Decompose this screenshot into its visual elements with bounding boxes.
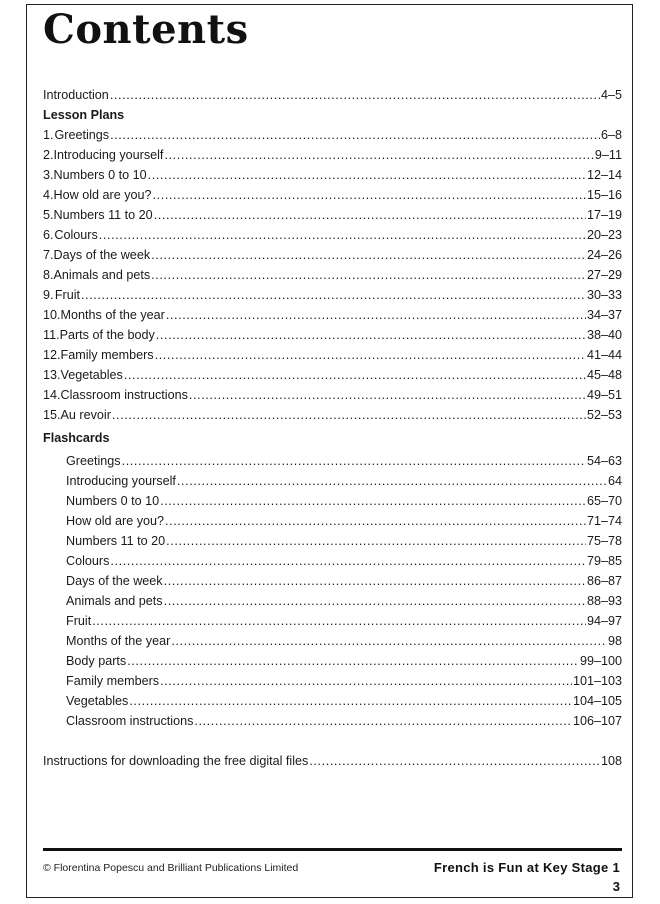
toc-entry-pages: 64 xyxy=(607,474,622,488)
dot-leader xyxy=(160,491,586,511)
toc-entry-pages: 20–23 xyxy=(586,228,622,242)
toc-entry[interactable] xyxy=(43,125,622,145)
toc-entry-number: 5. xyxy=(43,208,54,222)
dot-leader xyxy=(177,471,607,491)
copyright-notice: © Florentina Popescu and Brilliant Publications Limited xyxy=(43,862,299,874)
toc-entry-pages: 4–5 xyxy=(600,88,622,102)
toc-entry-label: Days of the week xyxy=(66,574,163,588)
toc-entry-label: Family members xyxy=(66,674,160,688)
toc-entry-label: Animals and pets xyxy=(53,268,151,282)
toc-entry-pages: 52–53 xyxy=(586,408,622,422)
toc-entry[interactable] xyxy=(43,691,622,711)
toc-entry-pages: 98 xyxy=(607,634,622,648)
toc-entry[interactable] xyxy=(43,385,622,405)
toc-entry-number: 7. xyxy=(43,248,54,262)
toc-entry-pages: 106–107 xyxy=(572,714,622,728)
toc-entry[interactable] xyxy=(43,571,622,591)
toc-entry-pages: 79–85 xyxy=(586,554,622,568)
dot-leader xyxy=(164,571,586,591)
dot-leader xyxy=(153,185,586,205)
toc-entry[interactable] xyxy=(43,511,622,531)
toc-entry[interactable] xyxy=(43,451,622,471)
toc-entry-label: Colours xyxy=(66,554,110,568)
toc-entry[interactable] xyxy=(43,185,622,205)
toc-entry-label: Animals and pets xyxy=(66,594,163,608)
toc-entry-number: 13. xyxy=(43,368,61,382)
toc-entry-label: Introducing yourself xyxy=(53,148,164,162)
toc-entry-pages: 94–97 xyxy=(586,614,622,628)
toc-entry-pages: 104–105 xyxy=(572,694,622,708)
toc-entry-number: 2. xyxy=(43,148,54,162)
toc-entry-pages: 71–74 xyxy=(586,514,622,528)
toc-entry-label: Vegetables xyxy=(66,694,129,708)
toc-entry-pages: 6–8 xyxy=(600,128,622,142)
toc-entry[interactable] xyxy=(43,591,622,611)
dot-leader xyxy=(151,265,586,285)
toc-entry[interactable] xyxy=(43,225,622,245)
dot-leader xyxy=(171,631,607,651)
toc-entry[interactable] xyxy=(43,305,622,325)
toc-entry-pages: 17–19 xyxy=(586,208,622,222)
toc-entry-number: 10. xyxy=(43,308,61,322)
toc-entry-label: Fruit xyxy=(54,288,80,302)
toc-entry-number: 3. xyxy=(43,168,54,182)
toc-entry-label: Numbers 11 to 20 xyxy=(66,534,166,548)
toc-entry-label: How old are you? xyxy=(66,514,165,528)
toc-entry-label: Numbers 11 to 20 xyxy=(53,208,153,222)
toc-entry-number: 11. xyxy=(43,328,60,342)
toc-entry-pages: 54–63 xyxy=(586,454,622,468)
toc-entry-number: 14. xyxy=(43,388,61,402)
section-heading-lesson-plans: Lesson Plans xyxy=(43,108,125,122)
toc-entry-label: Fruit xyxy=(66,614,92,628)
dot-leader xyxy=(129,691,572,711)
toc-entry-pages: 30–33 xyxy=(586,288,622,302)
footer-rule xyxy=(43,848,622,851)
toc-entry-pages: 24–26 xyxy=(586,248,622,262)
toc-entry-label: Body parts xyxy=(66,654,127,668)
toc-entry-number: 9. xyxy=(43,288,54,302)
book-title: French is Fun at Key Stage 1 xyxy=(433,860,620,875)
toc-entry-label: Classroom instructions xyxy=(60,388,188,402)
toc-entry[interactable] xyxy=(43,611,622,631)
toc-entry-pages: 75–78 xyxy=(586,534,622,548)
toc-entry[interactable] xyxy=(43,245,622,265)
toc-entry-pages: 12–14 xyxy=(586,168,622,182)
toc-entry[interactable] xyxy=(43,671,622,691)
toc-entry[interactable] xyxy=(43,325,622,345)
toc-entry-label: Au revoir xyxy=(60,408,111,422)
toc-entry-pages: 108 xyxy=(600,754,622,768)
dot-leader xyxy=(110,551,586,571)
toc-entry[interactable] xyxy=(43,365,622,385)
section-heading-flashcards: Flashcards xyxy=(43,431,110,445)
toc-entry-label: Months of the year xyxy=(60,308,165,322)
dot-leader xyxy=(92,611,586,631)
toc-entry-label: Parts of the body xyxy=(59,328,155,342)
dot-leader xyxy=(166,531,586,551)
toc-entry-pages: 65–70 xyxy=(586,494,622,508)
toc-entry[interactable] xyxy=(43,551,622,571)
toc-entry[interactable] xyxy=(43,711,622,731)
toc-entry-introduction[interactable] xyxy=(43,85,622,105)
toc-entry-pages: 34–37 xyxy=(586,308,622,322)
toc-entry-number: 4. xyxy=(43,188,54,202)
dot-leader xyxy=(151,245,586,265)
page-title: Contents xyxy=(43,6,249,53)
dot-leader xyxy=(155,345,586,365)
toc-entry-pages: 45–48 xyxy=(586,368,622,382)
dot-leader xyxy=(160,671,572,691)
toc-entry[interactable] xyxy=(43,205,622,225)
toc-entry-label: Greetings xyxy=(54,128,110,142)
toc-entry[interactable] xyxy=(43,265,622,285)
dot-leader xyxy=(309,751,600,771)
toc-entry-pages: 86–87 xyxy=(586,574,622,588)
lesson-plans-list xyxy=(43,125,622,425)
dot-leader xyxy=(154,205,586,225)
toc-entry-pages: 99–100 xyxy=(579,654,622,668)
dot-leader xyxy=(148,165,586,185)
dot-leader xyxy=(164,145,593,165)
toc-entry-pages: 27–29 xyxy=(586,268,622,282)
toc-entry-label: Numbers 0 to 10 xyxy=(66,494,160,508)
dot-leader xyxy=(99,225,586,245)
dot-leader xyxy=(194,711,572,731)
dot-leader xyxy=(166,305,586,325)
dot-leader xyxy=(124,365,586,385)
toc-entry-label: Months of the year xyxy=(66,634,171,648)
dot-leader xyxy=(112,405,586,425)
toc-entry[interactable] xyxy=(43,145,622,165)
toc-entry[interactable] xyxy=(43,631,622,651)
toc-entry-label: Days of the week xyxy=(53,248,151,262)
flashcards-list xyxy=(43,451,622,731)
toc-entry[interactable] xyxy=(43,491,622,511)
toc-entry-pages: 15–16 xyxy=(586,188,622,202)
toc-entry[interactable] xyxy=(43,165,622,185)
toc-entry-pages: 38–40 xyxy=(586,328,622,342)
toc-entry-number: 6. xyxy=(43,228,54,242)
toc-entry-pages: 49–51 xyxy=(586,388,622,402)
toc-entry-label: Greetings xyxy=(66,454,121,468)
dot-leader xyxy=(127,651,579,671)
dot-leader xyxy=(81,285,586,305)
table-of-contents xyxy=(43,85,622,771)
toc-entry-pages: 41–44 xyxy=(586,348,622,362)
toc-entry[interactable] xyxy=(43,345,622,365)
toc-entry-number: 15. xyxy=(43,408,61,422)
toc-entry[interactable] xyxy=(43,471,622,491)
dot-leader xyxy=(164,591,586,611)
toc-entry-label: Instructions for downloading the free digital files xyxy=(43,754,309,768)
toc-entry-label: How old are you? xyxy=(53,188,152,202)
dot-leader xyxy=(189,385,586,405)
toc-entry-downloads[interactable] xyxy=(43,751,622,771)
toc-entry[interactable] xyxy=(43,651,622,671)
toc-entry-number: 8. xyxy=(43,268,54,282)
toc-entry[interactable] xyxy=(43,531,622,551)
dot-leader xyxy=(122,451,586,471)
toc-entry[interactable] xyxy=(43,285,622,305)
dot-leader xyxy=(165,511,586,531)
toc-entry-number: 12. xyxy=(43,348,61,362)
dot-leader xyxy=(156,325,586,345)
dot-leader xyxy=(110,85,600,105)
toc-entry-label: Introducing yourself xyxy=(66,474,176,488)
page-number: 3 xyxy=(612,879,620,894)
dot-leader xyxy=(110,125,600,145)
toc-entry-label: Colours xyxy=(54,228,98,242)
toc-entry-label: Vegetables xyxy=(60,368,123,382)
toc-entry[interactable] xyxy=(43,405,622,425)
toc-entry-number: 1. xyxy=(43,128,54,142)
toc-entry-label: Family members xyxy=(60,348,154,362)
toc-entry-pages: 88–93 xyxy=(586,594,622,608)
toc-entry-pages: 9–11 xyxy=(594,148,622,162)
toc-entry-label: Introduction xyxy=(43,88,109,102)
toc-entry-label: Classroom instructions xyxy=(66,714,194,728)
toc-entry-label: Numbers 0 to 10 xyxy=(53,168,147,182)
toc-entry-pages: 101–103 xyxy=(572,674,622,688)
